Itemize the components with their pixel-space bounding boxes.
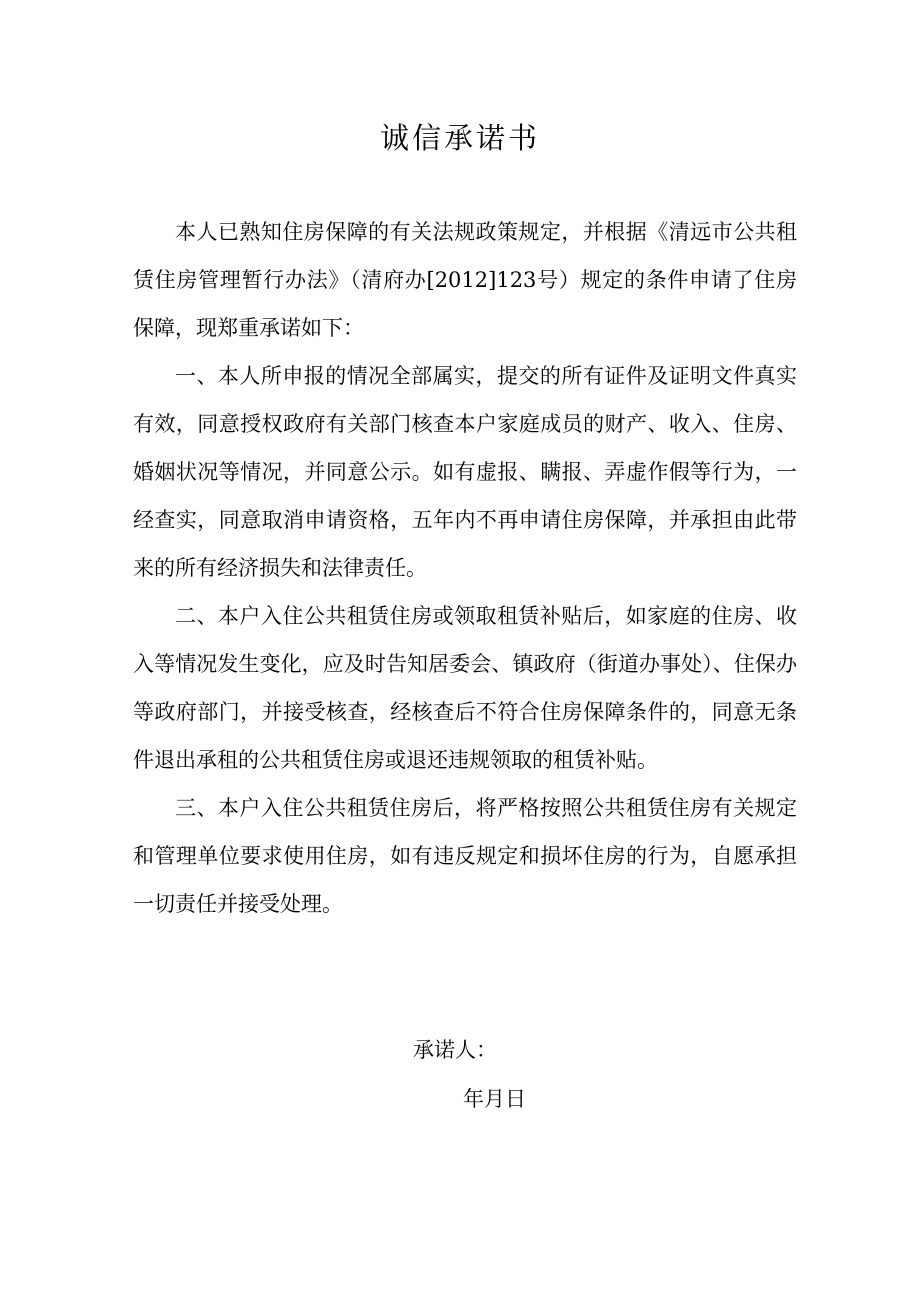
pledge-paragraph-2: 二、本户入住公共租赁住房或领取租赁补贴后，如家庭的住房、收入等情况发生变化，应及时告知居委会、镇政府（街道办事处）、住保办等政府部门，并接受核查，经核查后不符合住房保障条件的，同意无条件退出承租的公共租赁住房或退还违规领取的租赁补贴。 (133, 604, 797, 772)
document-title: 诚信承诺书 (379, 121, 540, 155)
document-body (133, 208, 797, 928)
signature-label: 承诺人： (413, 1038, 497, 1062)
pledge-paragraph-3: 三、本户入住公共租赁住房后，将严格按照公共租赁住房有关规定和管理单位要求使用住房，如有违反规定和损坏住房的行为，自愿承担一切责任并接受处理。 (133, 796, 797, 916)
date-label: 年月日 (463, 1087, 526, 1111)
pledge-paragraph-1: 一、本人所申报的情况全部属实，提交的所有证件及证明文件真实有效，同意授权政府有关部门核查本户家庭成员的财产、收入、住房、婚姻状况等情况，并同意公示。如有虚报、瞒报、弄虚作假等行为，一经查实，同意取消申请资格，五年内不再申请住房保障，并承担由此带来的所有经济损失和法律责任。 (133, 364, 797, 580)
intro-paragraph: 本人已熟知住房保障的有关法规政策规定，并根据《清远市公共租赁住房管理暂行办法》（清府办[2012]123号）规定的条件申请了住房保障，现郑重承诺如下： (133, 220, 797, 340)
